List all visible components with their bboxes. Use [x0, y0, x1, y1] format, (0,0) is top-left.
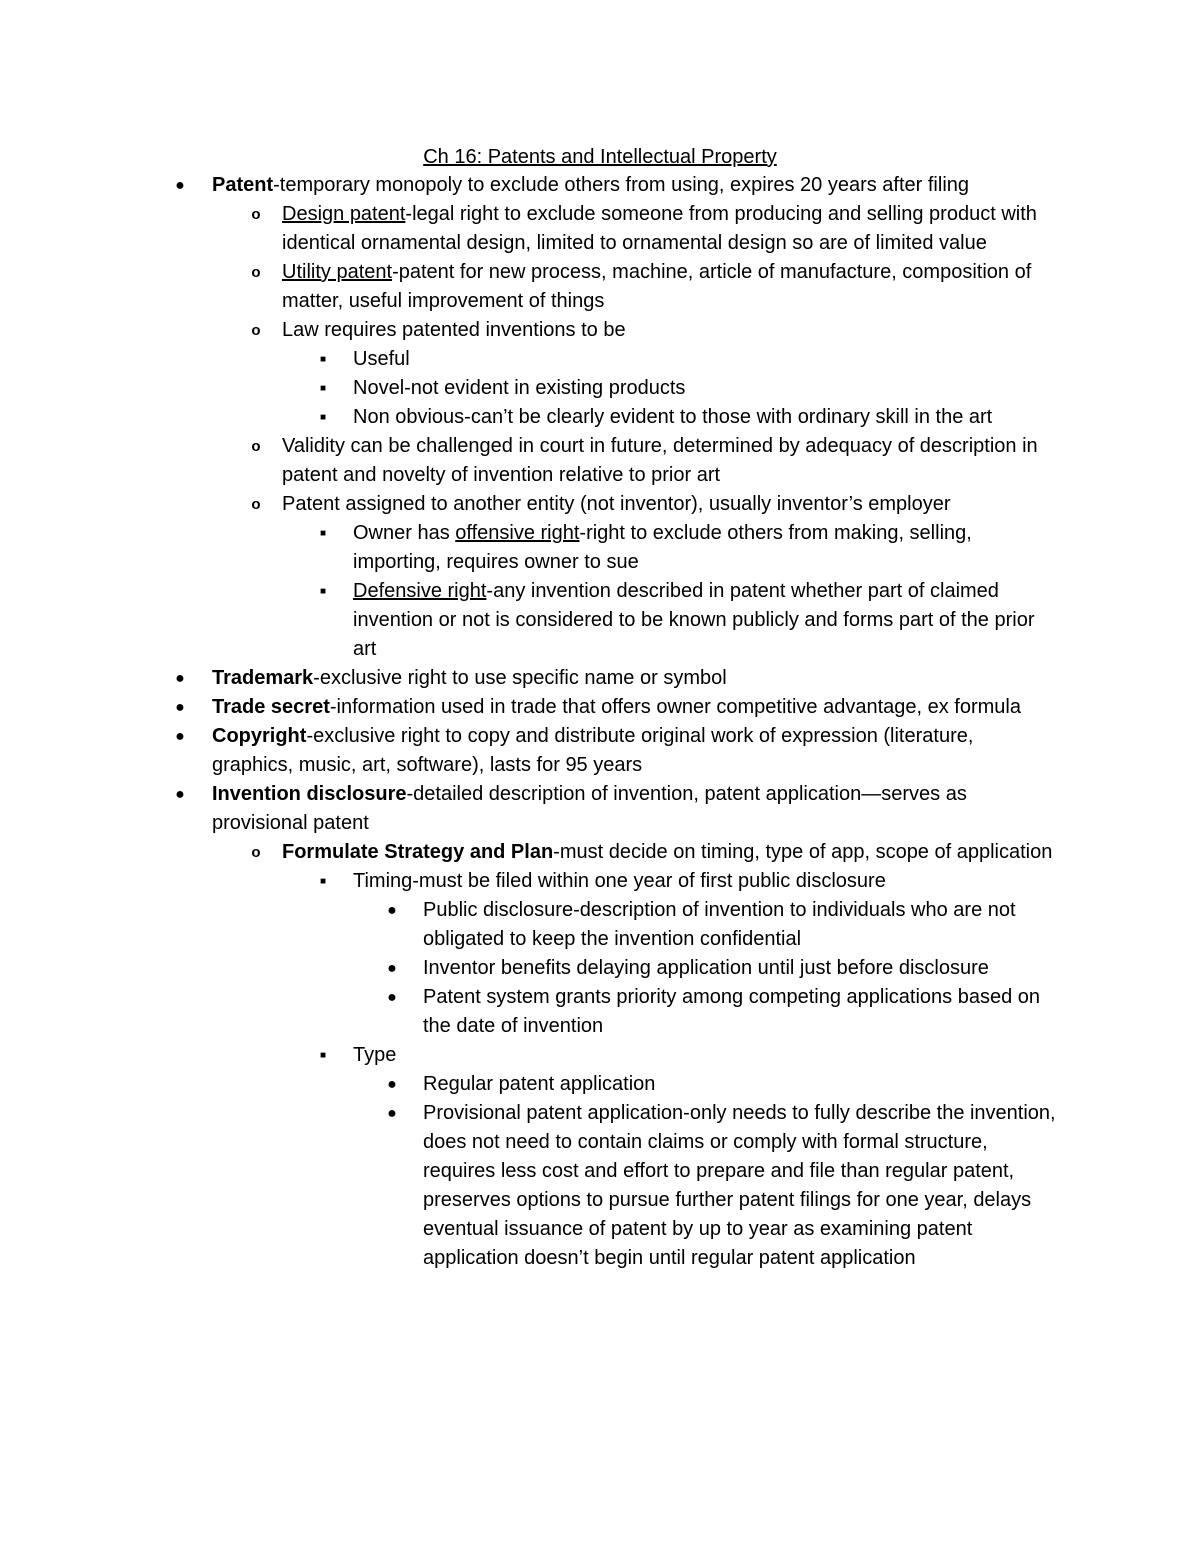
bullet-icon: ● [175, 728, 185, 745]
list-item [0, 867, 1060, 896]
term-label: Trademark [212, 667, 314, 689]
item-prefix: Owner has [353, 522, 456, 544]
list-item [0, 200, 1060, 258]
list-item [0, 664, 1060, 693]
term-label: Trade secret [212, 696, 330, 718]
bullet-icon: ■ [319, 354, 327, 365]
bullet-icon: o [251, 322, 261, 339]
item-text: -any invention described in patent whether part of claimed invention or not is considered to be known publicly and forms part of the prior art [353, 580, 1035, 660]
list-item [0, 693, 1060, 722]
list-item [0, 490, 1060, 519]
bullet-icon: ■ [319, 412, 327, 423]
bullet-icon: ■ [319, 528, 327, 539]
list-item [0, 316, 1060, 345]
list-item [0, 1099, 1060, 1273]
bullet-icon: ■ [319, 876, 327, 887]
bullet-icon: ● [387, 989, 397, 1006]
bullet-icon: o [251, 206, 261, 223]
list-item [0, 722, 1060, 780]
bullet-icon: ● [175, 699, 185, 716]
item-text: Provisional patent application-only needs to fully describe the invention, does not need to contain claims or comply with formal structure, requires less cost and effort to prepare and file than regular patent, preserves options to pursue further patent filings for one year, delays eventual issuance of patent by up to year as examining patent application doesn’t begin until regular patent application [423, 1102, 1056, 1269]
bullet-icon: ● [387, 1076, 397, 1093]
bullet-icon: ● [175, 670, 185, 687]
list-item [0, 432, 1060, 490]
list-item [0, 403, 1060, 432]
item-text: Regular patent application [423, 1073, 656, 1095]
list-item [0, 577, 1060, 664]
item-text: -exclusive right to copy and distribute original work of expression (literature, graphics, music, art, software), lasts for 95 years [212, 725, 974, 776]
item-text: -information used in trade that offers owner competitive advantage, ex formula [329, 696, 1021, 718]
item-text: Timing-must be filed within one year of first public disclosure [353, 870, 886, 892]
item-text: -patent for new process, machine, article of manufacture, composition of matter, useful improvement of things [282, 261, 1032, 312]
item-text: Public disclosure-description of invention to individuals who are not obligated to keep the invention confidential [423, 899, 1016, 950]
item-text: Novel-not evident in existing products [353, 377, 686, 399]
page-title-text: Ch 16: Patents and Intellectual Property [423, 146, 777, 168]
item-text: Patent system grants priority among competing applications based on the date of invention [423, 986, 1041, 1037]
item-text: -must decide on timing, type of app, scope of application [553, 841, 1053, 863]
list-item [0, 954, 1060, 983]
bullet-icon: ● [387, 902, 397, 919]
bullet-icon: ● [175, 786, 185, 803]
term-label: Invention disclosure [212, 783, 407, 805]
list-item [0, 1041, 1060, 1070]
list-item [0, 345, 1060, 374]
bullet-icon: ■ [319, 383, 327, 394]
item-text: Non obvious-can’t be clearly evident to those with ordinary skill in the art [353, 406, 993, 428]
item-text: -right to exclude others from making, selling, importing, requires owner to sue [353, 522, 972, 573]
item-text: Type [353, 1044, 397, 1066]
item-text: Patent assigned to another entity (not inventor), usually inventor’s employer [282, 493, 951, 515]
term-label: Utility patent [282, 261, 393, 283]
list-item [0, 896, 1060, 954]
bullet-icon: ● [387, 1105, 397, 1122]
item-text: -temporary monopoly to exclude others from using, expires 20 years after filing [273, 174, 970, 196]
item-text: Useful [353, 348, 410, 370]
list-item [0, 171, 1060, 200]
term-label: offensive right [455, 522, 580, 544]
term-label: Copyright [212, 725, 307, 747]
bullet-icon: ■ [319, 586, 327, 597]
bullet-icon: o [251, 844, 261, 861]
bullet-icon: o [251, 438, 261, 455]
list-item [0, 838, 1060, 867]
item-text: -exclusive right to use specific name or symbol [313, 667, 727, 689]
bullet-icon: ● [175, 177, 185, 194]
bullet-icon: o [251, 264, 261, 281]
bullet-icon: ■ [319, 1050, 327, 1061]
bullet-icon: ● [387, 960, 397, 977]
term-label: Patent [212, 174, 274, 196]
list-item [0, 983, 1060, 1041]
term-label: Formulate Strategy and Plan [282, 841, 554, 863]
bullet-icon: o [251, 496, 261, 513]
page-title [0, 143, 1200, 171]
list-item [0, 258, 1060, 316]
list-item [0, 780, 1060, 838]
list-item [0, 374, 1060, 403]
item-text: Validity can be challenged in court in future, determined by adequacy of description in patent and novelty of invention relative to prior art [282, 435, 1038, 486]
outline-list [0, 171, 1200, 1273]
item-text: -legal right to exclude someone from producing and selling product with identical ornamental design, limited to ornamental design so are of limited value [282, 203, 1037, 254]
term-label: Defensive right [353, 580, 487, 602]
item-text: Law requires patented inventions to be [282, 319, 626, 341]
item-text: Inventor benefits delaying application until just before disclosure [423, 957, 989, 979]
list-item [0, 519, 1060, 577]
list-item [0, 1070, 1060, 1099]
item-text: -detailed description of invention, patent application—serves as provisional patent [212, 783, 967, 834]
term-label: Design patent [282, 203, 406, 225]
